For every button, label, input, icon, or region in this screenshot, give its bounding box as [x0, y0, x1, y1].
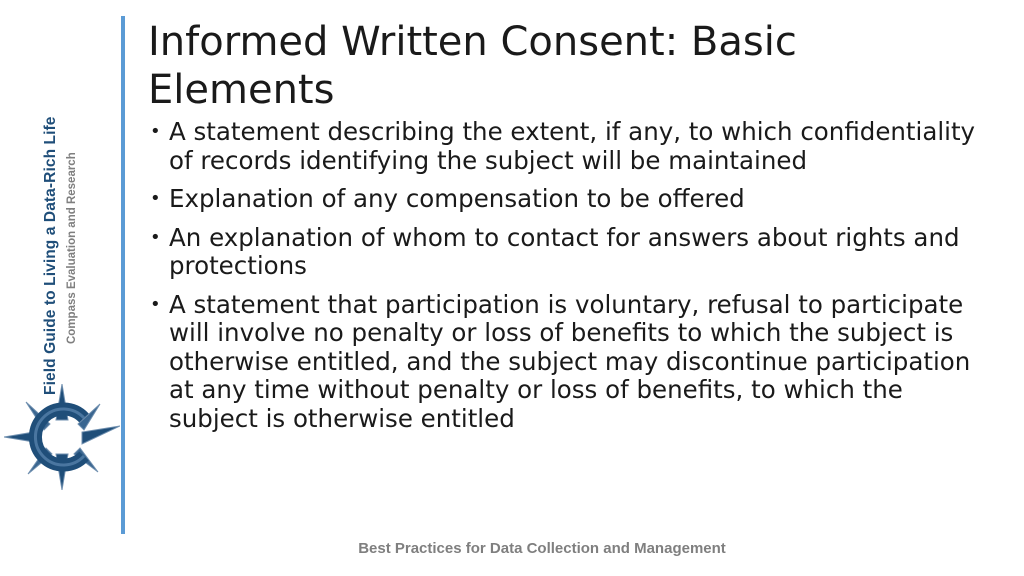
- bullet-item: [148, 291, 988, 434]
- bullet-icon: •: [150, 226, 161, 248]
- bullet-text: An explanation of whom to contact for answers about rights and protections: [169, 222, 960, 280]
- bullet-icon: •: [150, 293, 161, 315]
- slide-footer: Best Practices for Data Collection and Management: [358, 540, 726, 557]
- slide-title: Informed Written Consent: Basic Elements: [148, 19, 797, 113]
- bullet-item: [148, 118, 988, 175]
- branding-title: Field Guide to Living a Data-Rich Life: [42, 116, 59, 395]
- branding-subtitle: Compass Evaluation and Research: [66, 152, 78, 344]
- compass-logo-icon: [4, 384, 120, 490]
- bullet-text: A statement that participation is voluntary, refusal to participate will involve no penalty or loss of benefits to which the subject is otherwise entitled, and the subject may discontinue participation at any time without penalty or loss of benefits, to which the subject is otherwise entitled: [169, 289, 971, 433]
- bullet-text: A statement describing the extent, if any, to which confidentiality of records identifying the subject will be maintained: [169, 117, 976, 175]
- bullet-text: Explanation of any compensation to be offered: [169, 184, 745, 213]
- vertical-divider: [121, 16, 125, 534]
- bullet-icon: •: [150, 121, 161, 142]
- bullet-icon: •: [150, 188, 161, 209]
- bullet-item: [148, 224, 988, 281]
- bullet-list: [148, 118, 988, 433]
- bullet-item: [148, 185, 988, 214]
- slide-content: [148, 18, 988, 443]
- side-branding: [0, 0, 122, 576]
